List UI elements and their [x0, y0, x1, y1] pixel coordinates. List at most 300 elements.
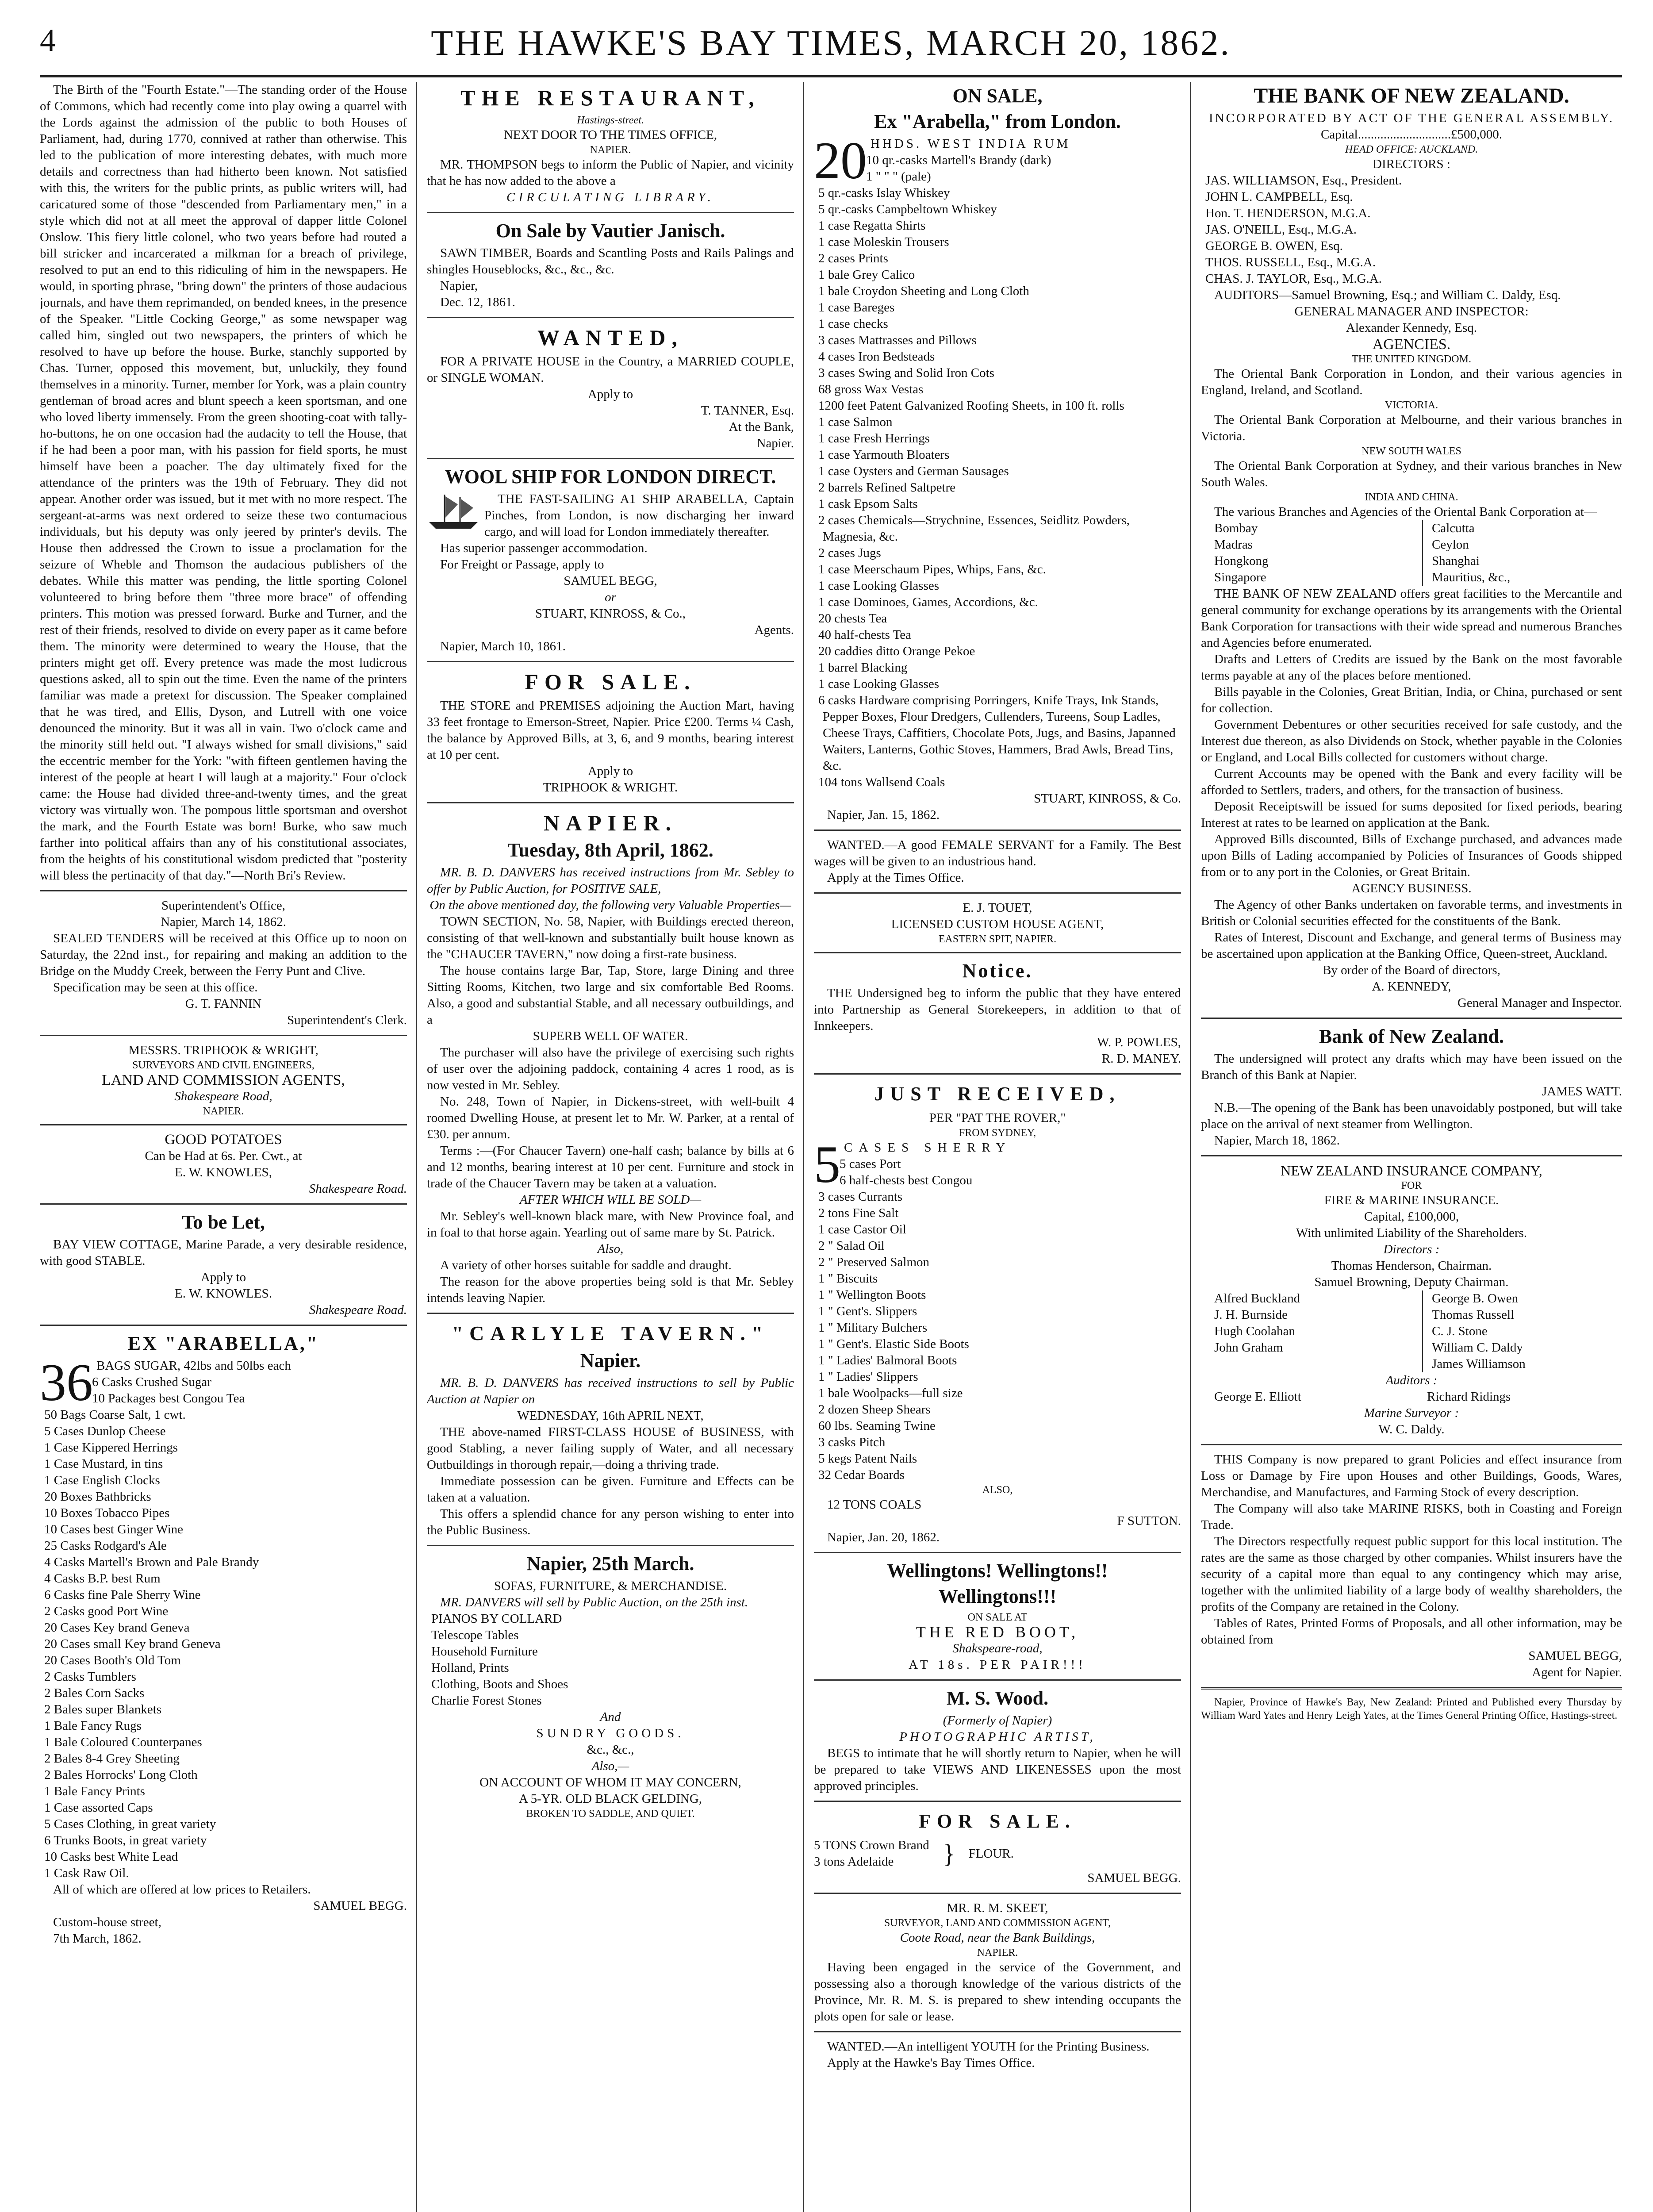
list-item: 1 bale Woolpacks—full size: [818, 1386, 963, 1400]
list-item: 3 cases Currants: [818, 1190, 903, 1204]
bank-manager-name: Alexander Kennedy, Esq.: [1346, 321, 1477, 335]
touet-addr: EASTERN SPIT, NAPIER.: [938, 933, 1057, 945]
bank-p7: Approved Bills discounted, Bills of Exchange purchased, and advances made upon Bills of Lading accompanied by Policies of Insurances of Goods shipped from or to any port in the Colonies, or Great Britain.: [1201, 832, 1622, 879]
city-item: Ceylon: [1432, 538, 1469, 552]
list-item: 1 Case Kippered Herrings: [44, 1440, 178, 1455]
list-item: 5 qr.-casks Islay Whiskey: [818, 186, 950, 200]
list-item: 1 case Bareges: [818, 300, 895, 315]
skeet-addr: Coote Road, near the Bank Buildings,: [900, 1931, 1095, 1945]
list-item: 50 Bags Coarse Salt, 1 cwt.: [44, 1408, 186, 1422]
masthead: [40, 22, 1622, 77]
justreceived-heading: JUST RECEIVED,: [874, 1083, 1121, 1105]
list-item: 2 barrels Refined Saltpetre: [818, 480, 956, 495]
director-item: Thomas Russell: [1432, 1308, 1515, 1322]
wellingtons-heading-1: Wellingtons! Wellingtons!!: [887, 1560, 1108, 1582]
flour-lines: [814, 1837, 929, 1870]
wellingtons-price: AT 18s. PER PAIR!!!: [909, 1658, 1086, 1672]
list-item: 5 qr.-casks Campbeltown Whiskey: [818, 202, 997, 216]
wellingtons-shop: THE RED BOOT,: [916, 1623, 1079, 1641]
wanted-town: Napier.: [756, 436, 794, 450]
column-rule: [1190, 82, 1191, 2212]
list-item: 1 case Dominoes, Games, Accordions, &c.: [818, 595, 1038, 609]
justreceived-name: F SUTTON.: [1117, 1514, 1181, 1528]
onsale-sub: Ex "Arabella," from London.: [874, 111, 1121, 132]
list-item: 2 Casks good Port Wine: [44, 1604, 169, 1618]
wellingtons-on: ON SALE AT: [967, 1612, 1028, 1623]
bank-p1: THE BANK OF NEW ZEALAND offers great facilities to the Mercantile and general community for exchange operations by its arrangements with the Oriental Bank Corporation for transactions with their wide spread and numerous Branches and Agencies before enumerated.: [1201, 587, 1622, 650]
insurance-directors-right: [1422, 1290, 1622, 1372]
director-item: CHAS. J. TAYLOR, Esq., M.G.A.: [1205, 272, 1382, 286]
napier-well: SUPERB WELL OF WATER.: [533, 1029, 688, 1043]
flour-word: FLOUR.: [968, 1846, 1014, 1861]
list-item: 1 case Castor Oil: [818, 1222, 906, 1237]
bank2-body: The undersigned will protect any drafts which may have been issued on the Branch of this Bank at Napier.: [1201, 1052, 1622, 1082]
bank-nsw-text: The Oriental Bank Corporation at Sydney, and their various branches in New South Wales.: [1201, 459, 1622, 489]
onsale-list: [814, 152, 1181, 791]
woolship-name2: STUART, KINROSS, & Co.,: [535, 607, 686, 621]
insurance-p1: THIS Company is now prepared to grant Policies and effect insurance from Loss or Damage by Fire upon Houses and other Buildings, Goods, Wares, Merchandise, and Manufactures, and Farming Stock of every description.: [1201, 1452, 1622, 1499]
arabella-name: SAMUEL BEGG.: [313, 1899, 407, 1913]
youth-apply: Apply at the Hawke's Bay Times Office.: [827, 2056, 1035, 2070]
bank2-name: JAMES WATT.: [1542, 1084, 1622, 1098]
wood-body: BEGS to intimate that he will shortly return to Napier, when he will be prepared to take VIEWS AND LIKENESSES upon the most approved principles.: [814, 1746, 1181, 1793]
triphook-addr: Shakespeare Road,: [174, 1089, 272, 1103]
city-item: Mauritius, &c.,: [1432, 570, 1511, 584]
flour-line-1: 5 TONS Crown Brand: [814, 1838, 929, 1852]
list-item: 1 " " " (pale): [866, 169, 931, 184]
march25-heading: Napier, 25th March.: [526, 1553, 694, 1575]
vautier-date: Dec. 12, 1861.: [440, 295, 515, 309]
napier-p1: TOWN SECTION, No. 58, Napier, with Buildings erected thereon, consisting of that well-known and substantially built house known as the "CHAUCER TAVERN," now doing a first-rate business.: [427, 914, 794, 961]
notice-name2: R. D. MANEY.: [1101, 1052, 1181, 1066]
list-item: 1 " Biscuits: [818, 1271, 878, 1286]
triphook-town: NAPIER.: [203, 1106, 244, 1117]
napier-heading: NAPIER.: [543, 810, 678, 835]
ship-icon: [427, 491, 480, 531]
potatoes-name: E. W. KNOWLES,: [175, 1165, 272, 1179]
insurance-p2: The Company will also take MARINE RISKS, both in Coasting and Foreign Trade.: [1201, 1502, 1622, 1532]
restaurant-library: CIRCULATING LIBRARY.: [506, 190, 714, 204]
list-item: 60 lbs. Seaming Twine: [818, 1419, 936, 1433]
tenders-office: Superintendent's Office,: [161, 899, 286, 913]
insurance-type: FIRE & MARINE INSURANCE.: [1324, 1193, 1499, 1207]
insurance-p4: Tables of Rates, Printed Forms of Proposals, and all other information, may be obtained from: [1201, 1616, 1622, 1647]
justreceived-lead-text: CASES SHERRY: [844, 1141, 1012, 1155]
restaurant-body: MR. THOMPSON begs to inform the Public of Napier, and vicinity that he has now added to the above a: [427, 157, 794, 188]
insurance-p3: The Directors respectfully request public support for this local institution. The rates are the same as those charged by other companies. Whilst insurers have the security of a capital more than equal to any contingency which may arise, together with the unlimited liability of a large body of wealthy shareholders, the profits of the Company are retained in the Colony.: [1201, 1534, 1622, 1614]
director-item: J. H. Burnside: [1214, 1308, 1288, 1322]
bank-capital: Capital.............................£500,000.: [1320, 127, 1502, 142]
bank-p2: Drafts and Letters of Credits are issued by the Bank on the most favorable terms payable at any of the places before mentioned.: [1201, 652, 1622, 683]
arabella-date: 7th March, 1862.: [53, 1932, 142, 1946]
forsale-name: TRIPHOOK & WRIGHT.: [543, 780, 678, 795]
restaurant-street: Hastings-street.: [577, 115, 644, 126]
list-item: 2 tons Fine Salt: [818, 1206, 899, 1220]
list-item: 1 Cask Raw Oil.: [44, 1866, 129, 1880]
director-item: William C. Daldy: [1432, 1340, 1523, 1355]
bank-vic-text: The Oriental Bank Corporation at Melbourne, and their various branches in Victoria.: [1201, 413, 1622, 443]
notice-heading: Notice.: [962, 960, 1033, 982]
list-item: Telescope Tables: [431, 1628, 519, 1642]
march25-and: And: [600, 1710, 621, 1724]
list-item: 1 " Wellington Boots: [818, 1288, 926, 1302]
page-number: 4: [40, 23, 56, 58]
insurance-chairman: Thomas Henderson, Chairman.: [1331, 1259, 1492, 1273]
flour-block: [814, 1837, 1181, 1870]
justreceived-coals: 12 TONS COALS: [827, 1498, 922, 1512]
page-columns: [40, 82, 1622, 2212]
director-item: George B. Owen: [1432, 1291, 1519, 1306]
list-item: 2 Bales super Blankets: [44, 1702, 161, 1717]
bank-signature-title: General Manager and Inspector.: [1457, 996, 1622, 1010]
wanted-body: FOR A PRIVATE HOUSE in the Country, a MARRIED COUPLE, or SINGLE WOMAN.: [427, 354, 794, 385]
list-item: 40 half-chests Tea: [818, 628, 912, 642]
touet-name: E. J. TOUET,: [963, 901, 1032, 915]
list-item: 2 cases Jugs: [818, 546, 881, 560]
bank-directors-list: [1201, 173, 1622, 287]
justreceived-also: ALSO,: [982, 1484, 1013, 1496]
insurance-auditors: [1201, 1389, 1622, 1405]
napier-after: AFTER WHICH WILL BE SOLD—: [519, 1193, 702, 1207]
napier-p5: Mr. Sebley's well-known black mare, with New Province foal, and in foal to that horse again. Yearling out of same mare by St. Patrick.: [427, 1209, 794, 1240]
list-item: 1 " Gent's. Elastic Side Boots: [818, 1337, 969, 1351]
insurance-auditor-right: Richard Ridings: [1427, 1390, 1511, 1404]
list-item: 5 Cases Clothing, in great variety: [44, 1817, 216, 1831]
forsale-body: THE STORE and PREMISES adjoining the Auction Mart, having 33 feet frontage to Emerson-Street, Napier. Price £200. Terms ¼ Cash, the balance by Approved Bills, at 3, 6, and 9 months, bearing interest at 10 per cent.: [427, 699, 794, 762]
carlyle-p2: Immediate possession can be given. Furniture and Effects can be taken at a valuation.: [427, 1474, 794, 1505]
city-item: Shanghai: [1432, 554, 1480, 568]
list-item: 2 Casks Tumblers: [44, 1670, 136, 1684]
touet-title: LICENSED CUSTOM HOUSE AGENT,: [891, 917, 1104, 931]
city-item: Singapore: [1214, 570, 1266, 584]
napier-p4: No. 248, Town of Napier, in Dickens-street, with well-built 4 roomed Dwelling House, at present let to Mr. W. Parker, at a rental of £30. per annum.: [427, 1094, 794, 1141]
arabella-lead-text: BAGS SUGAR, 42lbs and 50lbs each: [96, 1359, 291, 1373]
director-item: JAS. WILLIAMSON, Esq., President.: [1205, 173, 1402, 188]
list-item: 10 Packages best Congou Tea: [92, 1391, 245, 1406]
insurance-for: FOR: [1401, 1180, 1422, 1191]
director-item: Hugh Coolahan: [1214, 1324, 1295, 1338]
insurance-directors-heading: Directors :: [1383, 1242, 1440, 1256]
napier-p3: The purchaser will also have the privilege of exercising such rights of user over the adjoining paddock, containing 4 acres 1 rood, as is now vested in Mr. Sebley.: [427, 1045, 794, 1092]
bank-uk-heading: THE UNITED KINGDOM.: [1352, 353, 1471, 365]
column-rule: [416, 82, 417, 2212]
wellingtons-heading-2: Wellingtons!!!: [938, 1586, 1057, 1607]
bank-heading: THE BANK OF NEW ZEALAND.: [1254, 84, 1569, 108]
arabella-close: All of which are offered at low prices to Retailers.: [53, 1882, 311, 1897]
list-item: 25 Casks Rodgard's Ale: [44, 1539, 167, 1553]
bank-signature: A. KENNEDY,: [1372, 979, 1451, 994]
director-item: C. J. Stone: [1432, 1324, 1488, 1338]
list-item: 1 bale Grey Calico: [818, 268, 915, 282]
justreceived-list: [814, 1156, 1181, 1483]
insurance-deputy: Samuel Browning, Deputy Chairman.: [1314, 1275, 1509, 1289]
list-item: 6 Trunks Boots, in great variety: [44, 1833, 207, 1847]
bank-incorporated: INCORPORATED BY ACT OF THE GENERAL ASSEMBLY.: [1208, 111, 1615, 125]
triphook-line: LAND AND COMMISSION AGENTS,: [102, 1072, 345, 1088]
wood-title: PHOTOGRAPHIC ARTIST,: [899, 1730, 1096, 1744]
bank-order: By order of the Board of directors,: [1323, 963, 1500, 977]
tolet-apply: Apply to: [200, 1270, 246, 1284]
director-item: Hon. T. HENDERSON, M.G.A.: [1205, 206, 1371, 220]
woolship-freight: For Freight or Passage, apply to: [440, 557, 604, 572]
onsale-lead-number: 20: [814, 131, 867, 190]
list-item: 10 Cases best Ginger Wine: [44, 1522, 184, 1536]
tenders-title: Superintendent's Clerk.: [287, 1013, 407, 1027]
bank-india-heading: INDIA AND CHINA.: [1365, 492, 1458, 503]
bank-p4: Government Debentures or other securities received for safe custody, and the Interest due thereon, as also Dividends on Stock, whether payable in the Colonies or England, and Local Bills collected for customers without charge.: [1201, 718, 1622, 764]
bank-agency-heading: AGENCY BUSINESS.: [1351, 881, 1472, 895]
napier-day: On the above mentioned day, the following very Valuable Properties—: [430, 898, 791, 912]
restaurant-next: NEXT DOOR TO THE TIMES OFFICE,: [503, 128, 717, 142]
march25-list: [427, 1611, 794, 1709]
list-item: 2 cases Prints: [818, 251, 888, 265]
list-item: 6 half-chests best Congou: [840, 1173, 973, 1187]
list-item: 104 tons Wallsend Coals: [818, 775, 945, 789]
insurance-name: SAMUEL BEGG,: [1528, 1649, 1622, 1663]
justreceived-per: PER "PAT THE ROVER,": [929, 1111, 1066, 1125]
list-item: 1 case Regatta Shirts: [818, 219, 926, 233]
triphook-name: MESSRS. TRIPHOOK & WRIGHT,: [128, 1043, 318, 1057]
list-item: 1 " Gent's. Slippers: [818, 1304, 917, 1318]
skeet-name: MR. R. M. SKEET,: [947, 1901, 1048, 1915]
list-item: 4 Casks B.P. best Rum: [44, 1571, 161, 1586]
insurance-directors: [1201, 1290, 1622, 1372]
bank-nsw-heading: NEW SOUTH WALES: [1362, 445, 1461, 457]
column-4: [1201, 82, 1622, 2212]
list-item: 1 case Fresh Herrings: [818, 431, 930, 445]
forsale-apply: Apply to: [587, 764, 633, 778]
woolship-or: or: [605, 590, 616, 604]
list-item: 10 Casks best White Lead: [44, 1850, 178, 1864]
flour-line-2: 3 tons Adelaide: [814, 1855, 894, 1869]
insurance-auditors-heading: Auditors :: [1385, 1373, 1438, 1387]
napier-p7: The reason for the above properties being sold is that Mr. Sebley intends leaving Napier.: [427, 1275, 794, 1305]
justreceived-date: Napier, Jan. 20, 1862.: [827, 1530, 940, 1544]
list-item: 6 casks Hardware comprising Porringers, Knife Trays, Ink Stands, Pepper Boxes, Flour Dredgers, Cullenders, Tureens, Soup Ladles, Cheese Trays, Caffitiers, Chocolate Pots, Jugs, and Basins, Japanned Waiters, Lanterns, Gothic Stoves, Hammers, Brad Awls, Bread Tins, &c.: [818, 693, 1176, 773]
list-item: 1 Bale Fancy Prints: [44, 1784, 145, 1798]
march25-sub: SOFAS, FURNITURE, & MERCHANDISE.: [494, 1579, 727, 1593]
bank-head-office: HEAD OFFICE: AUCKLAND.: [1345, 144, 1478, 155]
march25-account: ON ACCOUNT OF WHOM IT MAY CONCERN,: [479, 1775, 741, 1790]
list-item: 2 Bales 8-4 Grey Sheeting: [44, 1751, 180, 1766]
vautier-place: Napier,: [440, 279, 478, 293]
city-item: Madras: [1214, 538, 1253, 552]
list-item: 5 kegs Patent Nails: [818, 1452, 917, 1466]
potatoes-addr: Shakespeare Road.: [309, 1182, 407, 1196]
bank-uk-text: The Oriental Bank Corporation in London, and their various agencies in England, Ireland, and Scotland.: [1201, 367, 1622, 397]
list-item: 20 chests Tea: [818, 611, 887, 626]
list-item: 2 Bales Corn Sacks: [44, 1686, 145, 1700]
list-item: 20 Cases small Key brand Geneva: [44, 1637, 221, 1651]
wood-former: (Formerly of Napier): [943, 1713, 1052, 1728]
carlyle-sub: Napier.: [580, 1350, 641, 1371]
director-item: Alfred Buckland: [1214, 1291, 1300, 1306]
napier-terms: Terms :—(For Chaucer Tavern) one-half cash; balance by bills at 6 and 12 months, bearing interest at 10 per cent. Furniture and stock in trade of the Chaucer Tavern may be taken at a valuation.: [427, 1144, 794, 1190]
article-fourth-estate: The Birth of the "Fourth Estate."—The standing order of the House of Commons, which had recently come into play owing a quarrel with the Lords against the admission of the public to both Houses of Parliament, had, during 1770, connived at rather than otherwise. This led to the publication of more interesting debates, with much more details and correctness than had hitherto been known. Not satisfied with this, the writers for the public prints, as public writers will, had caricatured some of those "descended from Parliamentary men," in a style which did not at all meet the approval of dapper little Colonel Onslow. This fiery little colonel, who two years before had routed a bill stricker and incarcerated a milkman for a breach of privilege, resolved to put an end to this ridiculing of him in the newspapers. He would, in sporting phrase, "bring down" the printers of those audacious journals, and have them reprimanded, on bended knees, in the presence of the Speaker. "Little Cocking George," as some newspaper wag called him, singled out two newspapers, the printers of which he resolved to have up before the house. Burke, stanchly supported by Chas. Turner, opposed this movement, but, unluckily, they found themselves in a minority. Turner, member for York, was a plain country gentleman of broad acres and blunt speech a keen sportsman, and one who loved liberty immensely. From the green shooting-coat with tally-ho-buttons, he on one occasion had the audacity to tell the House, that if he had been a poor man, with his passion for field sports, he must himself have been a poacher. The day ultimately fixed for the attendance of the printers was the 19th of February. They did not appear. Another order was issued, but it met with no more respect. The sergeant-at-arms was next ordered to seize these two contumacious individuals, but his deputy was only jeered by printer's devils. The House then addressed the Crown to issue a proclamation for the seizure of Wheble and Thomson the audacious publishers of the debates. While this matter was pending, the little sporting Colonel volunteered to bring before them "three more brace" of offending printers. This motion was pressed forward. Burke and Turner, and the rest of their friends, resolved to divide on every paper as it came before them. The minority were determined to weary the House, that the printers might get off. Every pretence was made the most ludicrous questions asked, all to spin out the time. Even the name of the printers familiar was made a pretext for discussion. The Speaker complained that he was tired, and Ellis, Dyson, and Lutrell with one voice denounced the minority. But it was all in vain. Two o'clock came and the minority still held out. "I always wished for small divisions," said the eccentric member for the York: "with fifteen gentlemen having the interest of the people at heart I will laugh at a majority." Four o'clock came: the House had divided three-and-twenty times, and the great victory was virtually won. The pompous little sportsman and overshot the mark, and the Fourth Estate was born! Burke, who saw much farther into political affairs than any of his constitutional associates, from the heights of his constitutional wisdom predicted that "posterity will bless the pertinacity of that day."—North Bri's Review.: [40, 83, 407, 883]
city-item: Calcutta: [1432, 521, 1475, 535]
wellingtons-road: Shakspeare-road,: [952, 1641, 1043, 1655]
tolet-name: E. W. KNOWLES.: [175, 1286, 272, 1301]
insurance-liability: With unlimited Liability of the Shareholders.: [1296, 1226, 1527, 1240]
bank-p9: Rates of Interest, Discount and Exchange, and general terms of Business may be ascertained upon application at the Banking Office, Queen-street, Auckland.: [1201, 930, 1622, 961]
wanted-name: T. TANNER, Esq.: [701, 403, 794, 418]
list-item: Clothing, Boots and Shoes: [431, 1677, 568, 1691]
city-item: Bombay: [1214, 521, 1258, 535]
list-item: 10 qr.-casks Martell's Brandy (dark): [866, 153, 1051, 167]
bank-p6: Deposit Receiptswill be issued for sums deposited for fixed periods, bearing Interest at rates to be learned on application at the Bank.: [1201, 799, 1622, 830]
list-item: 10 Boxes Tobacco Pipes: [44, 1506, 170, 1520]
servant-body: WANTED.—A good FEMALE SERVANT for a Family. The Best wages will be given to an industrious hand.: [814, 838, 1181, 868]
napier-p2: The house contains large Bar, Tap, Store, large Dining and three Sitting Rooms, Kitchen, two large and six comfortable Bed Rooms. Also, a good and substantial Stable, and all necessary outbuildings, and a: [427, 964, 794, 1027]
list-item: 2 cases Chemicals—Strychnine, Essences, Seidlitz Powders, Magnesia, &c.: [818, 513, 1130, 544]
woolship-date: Napier, March 10, 1861.: [440, 639, 566, 653]
servant-apply: Apply at the Times Office.: [827, 871, 964, 885]
napier-p6: A variety of other horses suitable for saddle and draught.: [440, 1258, 732, 1272]
list-item: 2 dozen Sheep Shears: [818, 1402, 931, 1417]
tenders-body: SEALED TENDERS will be received at this Office up to noon on Saturday, the 22nd inst., for repairing and making an addition to the Bridge on the Muddy Creek, between the Ferry Punt and Clive.: [40, 931, 407, 978]
list-item: 1 case Looking Glasses: [818, 579, 940, 593]
woolship-agents: Agents.: [754, 623, 794, 637]
woolship-name1: SAMUEL BEGG,: [564, 574, 657, 588]
flour-heading: FOR SALE.: [919, 1810, 1076, 1832]
newspaper-title: THE HAWKE'S BAY TIMES, MARCH 20, 1862.: [431, 23, 1231, 63]
list-item: 5 Cases Dunlop Cheese: [44, 1424, 166, 1438]
list-item: 1 Case assorted Caps: [44, 1801, 153, 1815]
bank-auditors: AUDITORS—Samuel Browning, Esq.; and William C. Daldy, Esq.: [1214, 288, 1561, 302]
carlyle-heading: "CARLYLE TAVERN.": [452, 1322, 769, 1344]
bank2-heading: Bank of New Zealand.: [1319, 1025, 1504, 1047]
list-item: 1 case Looking Glasses: [818, 677, 940, 691]
list-item: 2 Bales Horrocks' Long Cloth: [44, 1768, 198, 1782]
arabella-lead-number: 36: [40, 1353, 93, 1412]
list-item: 1 case Moleskin Trousers: [818, 235, 949, 249]
onsale-date: Napier, Jan. 15, 1862.: [827, 808, 940, 822]
insurance-directors-left: [1214, 1290, 1404, 1372]
insurance-capital: Capital, £100,000,: [1364, 1210, 1459, 1224]
list-item: 20 Boxes Bathbricks: [44, 1490, 151, 1504]
list-item: 1 " Ladies' Slippers: [818, 1370, 918, 1384]
bank-p3: Bills payable in the Colonies, Great Britian, India, or China, purchased or sent for collection.: [1201, 685, 1622, 715]
bank-p8: The Agency of other Banks undertaken on favorable terms, and investments in British or Colonial securities effected for the constituents of the Bank.: [1201, 898, 1622, 928]
carlyle-date: WEDNESDAY, 16th APRIL NEXT,: [517, 1409, 704, 1423]
restaurant-heading: THE RESTAURANT,: [460, 85, 760, 110]
insurance-surveyor-heading: Marine Surveyor :: [1364, 1406, 1459, 1420]
column-rule: [803, 82, 804, 2212]
tenders-date: Napier, March 14, 1862.: [161, 915, 286, 929]
list-item: 1 Case Mustard, in tins: [44, 1457, 163, 1471]
restaurant-town: NAPIER.: [590, 144, 631, 156]
list-item: 32 Cedar Boards: [818, 1468, 905, 1482]
brace-icon: }: [942, 1839, 955, 1868]
list-item: 2 " Preserved Salmon: [818, 1255, 930, 1269]
wanted-at: At the Bank,: [729, 420, 794, 434]
potatoes-head: GOOD POTATOES: [165, 1132, 282, 1148]
list-item: 1 bale Croydon Sheeting and Long Cloth: [818, 284, 1029, 298]
city-item: Hongkong: [1214, 554, 1269, 568]
onsale-lead-text: HHDS. WEST INDIA RUM: [871, 137, 1071, 151]
bank-agencies-heading: AGENCIES.: [1372, 336, 1451, 353]
list-item: 1 " Military Bulchers: [818, 1321, 928, 1335]
carlyle-p3: This offers a splendid chance for any person wishing to enter into the Public Business.: [427, 1507, 794, 1537]
vautier-body: SAWN TIMBER, Boards and Scantling Posts and Rails Palings and shingles Houseblocks, &c., &c., &c.: [427, 246, 794, 276]
insurance-surveyor: W. C. Daldy.: [1378, 1422, 1445, 1436]
column-2: [427, 82, 794, 2212]
insurance-auditor-left: George E. Elliott: [1214, 1390, 1301, 1404]
list-item: 1 cask Epsom Salts: [818, 497, 918, 511]
arabella-heading: EX "ARABELLA,": [127, 1333, 319, 1354]
skeet-town: NAPIER.: [977, 1947, 1018, 1959]
list-item: 20 Cases Booth's Old Tom: [44, 1653, 181, 1667]
list-item: 3 casks Pitch: [818, 1435, 886, 1449]
napier-date: Tuesday, 8th April, 1862.: [507, 839, 713, 861]
justreceived-lead-number: 5: [814, 1135, 840, 1194]
list-item: 3 cases Swing and Solid Iron Cots: [818, 366, 994, 380]
director-item: THOS. RUSSELL, Esq., M.G.A.: [1205, 255, 1376, 269]
list-item: PIANOS BY COLLARD: [431, 1612, 562, 1626]
list-item: 20 Cases Key brand Geneva: [44, 1621, 190, 1635]
bank2-nb: N.B.—The opening of the Bank has been unavoidably postponed, but will take place on the arrival of next steamer from Wellington.: [1201, 1101, 1622, 1131]
list-item: 1 Bale Coloured Counterpanes: [44, 1735, 202, 1749]
march25-etc: &c., &c.,: [587, 1743, 634, 1757]
bank-vic-heading: VICTORIA.: [1385, 399, 1438, 411]
list-item: 1 case Salmon: [818, 415, 893, 429]
napier-intro: MR. B. D. DANVERS has received instructions from Mr. Sebley to offer by Public Auction, for POSITIVE SALE,: [427, 865, 794, 896]
list-item: 1 " Ladies' Balmoral Boots: [818, 1353, 957, 1367]
wood-heading: M. S. Wood.: [946, 1687, 1049, 1709]
tolet-body: BAY VIEW COTTAGE, Marine Parade, a very desirable residence, with good STABLE.: [40, 1237, 407, 1268]
flour-name: SAMUEL BEGG.: [1087, 1871, 1181, 1885]
potatoes-line: Can be Had at 6s. Per. Cwt., at: [145, 1149, 302, 1163]
list-item: 1 barrel Blacking: [818, 661, 908, 675]
tenders-spec: Specification may be seen at this office.: [53, 980, 258, 995]
onsale-heading: ON SALE,: [952, 85, 1043, 107]
list-item: 1 case Meerschaum Pipes, Whips, Fans, &c.: [818, 562, 1046, 576]
justreceived-from: FROM SYDNEY,: [959, 1127, 1036, 1139]
list-item: 1 case checks: [818, 317, 888, 331]
carlyle-intro: MR. B. D. DANVERS has received instructions to sell by Public Auction at Napier on: [427, 1376, 794, 1406]
director-item: JOHN L. CAMPBELL, Esq.: [1205, 190, 1353, 204]
woolship-passenger: Has superior passenger accommodation.: [440, 541, 648, 555]
skeet-body: Having been engaged in the service of the Government, and possessing also a thorough knowledge of the various districts of the Province, Mr. R. M. S. is prepared to shew intending occupants the plots open for sale or lease.: [814, 1960, 1181, 2024]
carlyle-p1: THE above-named FIRST-CLASS HOUSE of BUSINESS, with good Stabling, a never failing supply of Water, and all necessary Outbuildings in thorough repair,—doing a thriving trade.: [427, 1425, 794, 1472]
onsale-name: STUART, KINROSS, & Co.: [1034, 791, 1181, 806]
skeet-title: SURVEYOR, LAND AND COMMISSION AGENT,: [884, 1917, 1111, 1929]
bank-p5: Current Accounts may be opened with the Bank and every facility will be afforded to Settlers, traders, and others, for the transaction of business.: [1201, 767, 1622, 797]
insurance-heading: NEW ZEALAND INSURANCE COMPANY,: [1281, 1163, 1542, 1179]
list-item: 6 Casks Crushed Sugar: [92, 1375, 211, 1389]
wanted-apply: Apply to: [587, 387, 633, 401]
list-item: 3 cases Mattrasses and Pillows: [818, 333, 977, 347]
bank2-date: Napier, March 18, 1862.: [1214, 1133, 1340, 1148]
list-item: 1200 feet Patent Galvanized Roofing Sheets, in 100 ft. rolls: [818, 399, 1124, 413]
column-3: [814, 82, 1181, 2212]
column-1: [40, 82, 407, 2212]
list-item: 2 " Salad Oil: [818, 1239, 885, 1253]
list-item: 4 cases Iron Bedsteads: [818, 349, 935, 364]
imprint: Napier, Province of Hawke's Bay, New Zealand: Printed and Published every Thursday by William Ward Yates and Henry Leigh Yates, at the Times General Printing Office, Hastings-street.: [1201, 1697, 1622, 1721]
list-item: 20 caddies ditto Orange Pekoe: [818, 644, 975, 658]
arabella-place: Custom-house street,: [53, 1915, 161, 1929]
tenders-name: G. T. FANNIN: [185, 997, 262, 1011]
list-item: 1 case Oysters and German Sausages: [818, 464, 1009, 478]
director-item: GEORGE B. OWEN, Esq.: [1205, 239, 1343, 253]
march25-sundry: SUNDRY GOODS.: [536, 1726, 685, 1740]
bank-manager-heading: GENERAL MANAGER AND INSPECTOR:: [1294, 304, 1529, 319]
march25-intro: MR. DANVERS will sell by Public Auction, on the 25th inst.: [440, 1595, 748, 1609]
bank-cities-left: [1214, 520, 1404, 586]
woolship-body: THE FAST-SAILING A1 SHIP ARABELLA, Captain Pinches, from London, is now discharging her inward cargo, and will load for London immediately thereafter.: [484, 492, 794, 539]
list-item: 1 Bale Fancy Rugs: [44, 1719, 142, 1733]
